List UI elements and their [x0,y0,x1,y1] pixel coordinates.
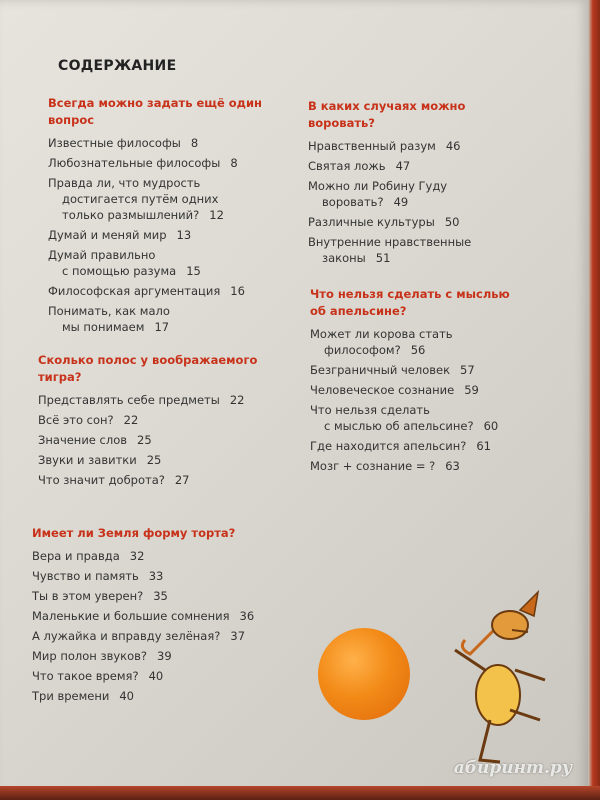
page-number: 22 [229,393,245,407]
page-number: 51 [375,251,391,265]
toc-entry[interactable]: Чувство и память 33 [32,569,164,583]
page-number: 25 [137,433,152,447]
page-number: 46 [445,139,461,153]
page-number: 60 [483,419,499,433]
toc-entry[interactable]: Что значит доброта? 27 [38,473,190,487]
toc-entry[interactable]: Мир полон звуков? 39 [32,649,172,663]
page-number: 57 [460,363,475,377]
page-number: 22 [123,413,139,427]
toc-entry[interactable]: Что такое время? 40 [32,669,164,683]
toc-entry[interactable]: Маленькие и большие сомнения 36 [32,609,255,623]
toc-entry[interactable]: Философская аргументация 16 [48,284,245,298]
page-number: 40 [148,669,164,683]
section-heading: В каких случаях можно воровать? [308,99,466,130]
toc-entry[interactable]: Всё это сон? 22 [38,413,139,427]
page-number: 59 [464,383,479,397]
page-number: 47 [395,159,411,173]
toc-entry[interactable]: Вера и правда 32 [32,549,145,563]
toc-entry[interactable]: Представлять себе предметы 22 [38,393,245,407]
toc-entry[interactable]: Мозг + сознание = ? 63 [310,459,460,473]
toc-entry[interactable]: Три времени 40 [32,689,134,703]
page-number: 8 [230,156,238,170]
page-number: 17 [154,320,170,334]
page-number: 16 [230,284,245,298]
page-number: 27 [174,473,190,487]
section-heading: Сколько полос у воображаемого тигра? [38,353,258,384]
page-number: 36 [239,609,255,623]
page-number: 8 [190,136,199,150]
toc-entry[interactable]: А лужайка и вправду зелёная? 37 [32,629,246,643]
section-heading: Что нельзя сделать с мыслью об апельсине? [310,287,510,318]
toc-entry[interactable]: Может ли корова стать философом? 56 [310,327,453,357]
toc-section-1 [48,95,278,339]
toc-entry[interactable]: Любознательные философы 8 [48,156,238,170]
toc-entry[interactable]: Безграничный человек 57 [310,363,475,377]
page-title: СОДЕРЖАНИЕ [58,58,177,74]
toc-entry[interactable]: Можно ли Робину Гуду воровать? 49 [308,179,448,209]
page-number: 39 [157,649,172,663]
toc-entry[interactable]: Человеческое сознание 59 [310,383,479,397]
toc-entry[interactable]: Звуки и завитки 25 [38,453,162,467]
page-number: 50 [444,215,460,229]
page-number: 56 [410,343,426,357]
toc-entry[interactable]: Внутренние нравственные законы 51 [308,235,472,265]
toc-entry[interactable]: Значение слов 25 [38,433,152,447]
toc-section-4 [308,98,538,270]
toc-section-2 [38,352,268,492]
page-number: 49 [393,195,409,209]
toc-section-5 [310,286,550,478]
page-number: 33 [148,569,164,583]
toc-entry[interactable]: Ты в этом уверен? 35 [32,589,168,603]
toc-entry[interactable]: Различные культуры 50 [308,215,460,229]
section-heading: Всегда можно задать ещё один вопрос [48,96,262,127]
section-heading: Имеет ли Земля форму торта? [32,526,236,540]
toc-entry[interactable]: Понимать, как мало мы понимаем 17 [48,304,170,334]
page-number: 61 [476,439,491,453]
toc-entry[interactable]: Известные философы 8 [48,136,199,150]
toc-entry[interactable]: Где находится апельсин? 61 [310,439,491,453]
page-number: 35 [153,589,168,603]
page-number: 25 [146,453,162,467]
toc-section-3 [32,525,292,708]
toc-entry[interactable]: Думай правильно с помощью разума 15 [48,248,201,278]
page-number: 12 [209,208,224,222]
dog-illustration [450,570,580,770]
toc-entry[interactable]: Нравственный разум 46 [308,139,461,153]
toc-entry[interactable]: Правда ли, что мудрость достигается путём одних только размышлений? 12 [48,176,224,222]
page-number: 40 [119,689,134,703]
watermark: абиринт.ру [453,758,572,778]
page-edge [588,0,600,800]
page-number: 32 [129,549,145,563]
page-number: 63 [445,459,460,473]
page-number: 15 [186,264,201,278]
toc-entry[interactable]: Святая ложь 47 [308,159,411,173]
page-number: 37 [230,629,246,643]
toc-entry[interactable]: Что нельзя сделать с мыслью об апельсине? 60 [310,403,499,433]
toc-entry[interactable]: Думай и меняй мир 13 [48,228,192,242]
page-number: 13 [176,228,192,242]
cover-edge [0,786,600,800]
orange-illustration [318,628,410,720]
